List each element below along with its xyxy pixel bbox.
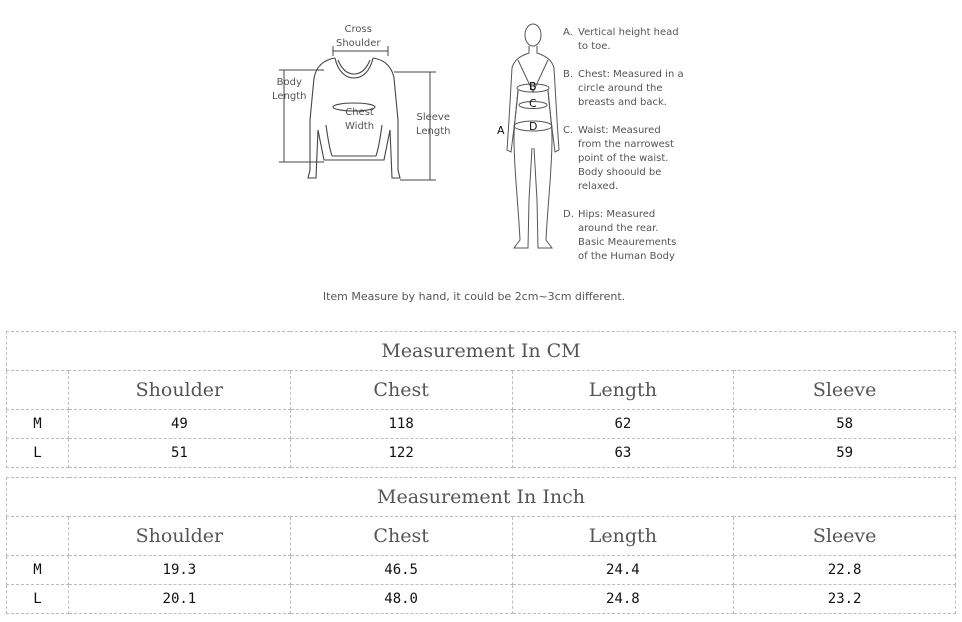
- definition-letter: C.: [563, 125, 574, 136]
- measurement-definitions: [563, 26, 703, 278]
- shoulder-value: 49: [69, 410, 291, 439]
- measurement-guide-figure: [0, 0, 962, 290]
- sleeve-value: 59: [734, 439, 956, 468]
- definition-letter: D.: [563, 209, 574, 220]
- header-cell-blank: [7, 371, 69, 410]
- definition-text: Waist: Measured from the narrowest point of the waist. Body shoould be relaxed.: [578, 125, 674, 192]
- length-value: 24.8: [512, 585, 734, 614]
- marker-c: C: [529, 97, 537, 110]
- inch-table-title: Measurement In Inch: [7, 478, 956, 517]
- header-shoulder: Shoulder: [69, 371, 291, 410]
- definition-a: [563, 26, 703, 54]
- sleeve-value: 22.8: [734, 556, 956, 585]
- chest-value: 118: [290, 410, 512, 439]
- measure-note: Item Measure by hand, it could be 2cm~3cm different.: [322, 290, 626, 303]
- definition-letter: B.: [563, 69, 574, 80]
- size-label: M: [7, 410, 69, 439]
- chest-width-label: Chest Width: [345, 107, 375, 132]
- shoulder-value: 20.1: [69, 585, 291, 614]
- shoulder-value: 19.3: [69, 556, 291, 585]
- size-label: L: [7, 585, 69, 614]
- table-row: [7, 556, 956, 585]
- header-chest: Chest: [290, 517, 512, 556]
- inch-size-table: [6, 477, 956, 614]
- marker-a: A: [497, 124, 505, 137]
- length-value: 24.4: [512, 556, 734, 585]
- length-value: 63: [512, 439, 734, 468]
- chest-value: 48.0: [290, 585, 512, 614]
- size-label: L: [7, 439, 69, 468]
- size-label: M: [7, 556, 69, 585]
- definition-c: [563, 124, 703, 194]
- header-cell-blank: [7, 517, 69, 556]
- table-header-row: [7, 371, 956, 410]
- definition-b: [563, 68, 703, 110]
- header-length: Length: [512, 371, 734, 410]
- table-row: [7, 439, 956, 468]
- body-diagram: [498, 20, 564, 256]
- definition-text: Vertical height head to toe.: [578, 27, 679, 52]
- cross-shoulder-label: Cross Shoulder: [336, 24, 381, 49]
- sleeve-length-label: Sleeve Length: [416, 112, 451, 137]
- definition-letter: A.: [563, 27, 573, 38]
- header-length: Length: [512, 517, 734, 556]
- body-length-label: Body Length: [272, 77, 307, 102]
- length-value: 62: [512, 410, 734, 439]
- header-chest: Chest: [290, 371, 512, 410]
- shoulder-value: 51: [69, 439, 291, 468]
- header-shoulder: Shoulder: [69, 517, 291, 556]
- table-row: [7, 410, 956, 439]
- sleeve-value: 23.2: [734, 585, 956, 614]
- cm-table-title: Measurement In CM: [7, 332, 956, 371]
- table-header-row: [7, 517, 956, 556]
- sleeve-value: 58: [734, 410, 956, 439]
- definition-d: [563, 208, 703, 264]
- header-sleeve: Sleeve: [734, 371, 956, 410]
- chest-value: 122: [290, 439, 512, 468]
- chest-value: 46.5: [290, 556, 512, 585]
- header-sleeve: Sleeve: [734, 517, 956, 556]
- table-row: [7, 585, 956, 614]
- cm-size-table: [6, 331, 956, 468]
- marker-d: D: [529, 120, 538, 133]
- marker-b: B: [529, 80, 537, 93]
- definition-text: Hips: Measured around the rear. Basic Meaurements of the Human Body: [578, 209, 677, 262]
- definition-text: Chest: Measured in a circle around the breasts and back.: [578, 69, 684, 108]
